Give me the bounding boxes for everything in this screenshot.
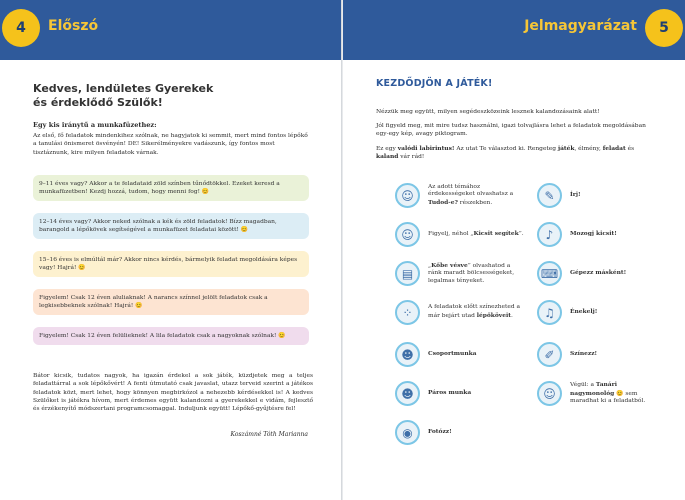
legend-text xyxy=(428,304,525,320)
legend-text xyxy=(570,350,597,359)
legend-text xyxy=(428,389,471,398)
legend-pre: Figyelj, néhol „ xyxy=(428,231,474,238)
legend-pre: A feladatok előtt színezheted a már bejárt utad xyxy=(428,304,521,319)
legend-item-szinezz xyxy=(537,342,657,367)
legend-text xyxy=(428,262,525,286)
legend-post: részekben. xyxy=(457,199,493,206)
page-number-left: 4 xyxy=(2,9,40,47)
text-run-bold: játék xyxy=(557,145,575,152)
legend-bold: lépőköveit xyxy=(476,312,511,319)
group-icon: ☻ xyxy=(395,342,420,367)
legend-bold: Színezz! xyxy=(570,350,598,358)
reading-girl-icon: ☺ xyxy=(395,183,420,208)
text-run: , élmény, xyxy=(574,146,603,152)
legend-item-irj xyxy=(537,183,657,208)
legend-text xyxy=(570,269,626,278)
box-text: Figyelem! Csak 12 éven aluliaknak! A narancs színnel jelölt feladatok csak a legkisebbeknek szólnak! Hajrá! xyxy=(39,295,268,310)
legend-item-enekelj xyxy=(537,300,657,325)
box-text: 15–16 éves is elmúltál már? Akkor nincs kérdés, bármelyik feladat megoldására képes vagy! Hajrá! xyxy=(39,257,298,272)
text-run-bold: kaland xyxy=(376,153,399,161)
legend-text xyxy=(570,381,657,406)
right-header xyxy=(343,0,685,60)
section-title: KEZDŐDJÖN A JÁTÉK! xyxy=(376,78,493,89)
legend-item-gepezz xyxy=(537,261,657,286)
smiley-icon: 😊 xyxy=(78,265,86,272)
signature: Koszámné Tóth Marianna xyxy=(230,431,308,438)
legend-bold: Csoportmunka xyxy=(428,350,477,358)
legend-bold: Írj! xyxy=(570,191,581,199)
legend-post: ”. xyxy=(518,231,524,238)
age-box-yellow xyxy=(33,251,309,277)
legend-item-kobe-vesve xyxy=(395,261,525,286)
page-number-right: 5 xyxy=(645,9,683,47)
legend-pre: „ xyxy=(428,262,432,269)
legend-text xyxy=(428,350,477,359)
smiley-icon: 😊 xyxy=(201,189,210,196)
legend-bold: Fotózz! xyxy=(428,428,452,436)
legend-bold: Tanári nagymonológ xyxy=(570,381,617,397)
legend-pre: Végül: a xyxy=(570,382,596,389)
legend-item-kicsit-segitek xyxy=(395,222,525,247)
legend-text xyxy=(428,184,525,208)
legend-post: 😊 sem maradhat ki a feladatból. xyxy=(570,390,646,405)
pencil-icon: ✎ xyxy=(537,183,562,208)
box-text: Figyelem! Csak 12 éven felülieknek! A lila feladatok csak a nagyoknak szólnak! xyxy=(39,333,277,339)
legend-text xyxy=(570,308,597,317)
legend-bold: Tudod-e? xyxy=(428,198,458,206)
subheading: Egy kis iránytű a munkafüzethez: xyxy=(33,121,157,129)
header-title-left: Előszó xyxy=(48,18,99,34)
newspaper-icon: ▤ xyxy=(395,261,420,286)
legend-bold: Mozogj kicsit! xyxy=(570,230,617,238)
greeting-heading xyxy=(33,82,303,110)
age-box-orange xyxy=(33,289,309,315)
greeting-line-2: és érdeklődő Szülők! xyxy=(33,96,163,109)
legend-item-mozogj xyxy=(537,222,657,247)
text-run-bold: valódi labirintus! xyxy=(397,145,455,152)
legend-bold: Kőbe vésve xyxy=(431,261,468,269)
intro-para-1: Nézzük meg együtt, milyen segédeszközeink lesznek kalandozásaink alatt! xyxy=(376,109,600,115)
brush-icon: ✐ xyxy=(537,342,562,367)
header-title-right: Jelmagyarázat xyxy=(524,18,637,34)
text-run: Ez egy xyxy=(376,146,398,152)
closing-paragraph: Bátor kicsik, tudatos nagyok, ha igazán érdekel a sok játék, küzdjetek meg a teljes feladattárral a sok lépőkővért! A fenti útmutató csak javaslat, utazz terveid szerint a játékos feladatok közt, mert lehet, hogy könnyen megbirkózol a nehezebb kérdésekkel is! A kedves Szülőket is játékra hívom, mert érdemes együtt kalandozni a gyerekekkel e vidám, fejlesztő és érzékenyítő módszertani programcsomaggal. Induljunk együtt! Lépőkő-gyűjtésre fel! xyxy=(33,373,313,413)
right-page xyxy=(343,0,685,500)
thinking-boy-icon: ☺ xyxy=(395,222,420,247)
left-page xyxy=(0,0,342,500)
smiley-icon: 😊 xyxy=(278,333,286,339)
legend-text xyxy=(570,230,617,239)
computer-icon: ⌨ xyxy=(537,261,562,286)
legend-bold: Gépezz másként! xyxy=(570,269,627,277)
box-text: 12–14 éves vagy? Akkor neked szólnak a kék és zöld feladatok! Bízz magadban, barangold a lépőkövek segítségével a munkafüzet feladatai között! xyxy=(39,219,277,234)
greeting-line-1: Kedves, lendületes Gyerekek xyxy=(33,82,214,95)
left-header xyxy=(0,0,342,60)
legend-bold: Kicsit segítek xyxy=(473,230,519,238)
age-box-purple xyxy=(33,327,309,345)
legend-bold: Páros munka xyxy=(428,389,472,397)
intro-para-3 xyxy=(376,145,658,162)
intro-paragraph: Az első, fő feladatok mindenkihez szólnak, ne hagyjatok ki semmit, mert mind fontos lépőkő a tanulási önismeret ösvényén! DE! Sikerélményekre vadászunk, így fontos most tisztáznunk, kire milyen feladatok várnak. xyxy=(33,133,308,156)
music-icon: ♫ xyxy=(537,300,562,325)
text-run-bold: feladat xyxy=(602,145,626,152)
footprints-icon: ⁘ xyxy=(395,300,420,325)
intro-para-2: Jól figyeld meg, mit mire tudsz használni, igazi tolvajlásra lehet a feladatok megoldásában egy-egy kép, avagy piktogram. xyxy=(376,123,646,138)
age-box-green xyxy=(33,175,309,201)
legend-item-paros-munka xyxy=(395,381,525,406)
smiley-icon: 😊 xyxy=(135,303,143,310)
legend-text xyxy=(428,230,524,239)
legend-item-lepokovek xyxy=(395,300,525,325)
legend-item-tanari-nagymonolog xyxy=(537,381,657,406)
legend-post: . xyxy=(510,313,513,319)
pair-icon: ☻ xyxy=(395,381,420,406)
box-text: 9–11 éves vagy? Akkor a te feladataid zöld színben tűnődtökkel. Ezeket keresd a munkafüzetben! Kezdj hozzá, tudom, hogy menni fog! xyxy=(39,181,280,196)
legend-item-tudod-e xyxy=(395,183,525,208)
legend-post: ” olvashatod a ránk maradt bölcsességeket, legalmas tényeket. xyxy=(428,262,515,284)
legend-item-fotozz xyxy=(395,420,525,445)
move-icon: ♪ xyxy=(537,222,562,247)
legend-pre: Az adott témához érdekességeket olvashatsz a xyxy=(428,183,514,198)
camera-icon: ◉ xyxy=(395,420,420,445)
legend-item-csoportmunka xyxy=(395,342,525,367)
age-box-blue xyxy=(33,213,309,239)
smiley-icon: 😊 xyxy=(240,227,249,234)
text-run: vár rád! xyxy=(398,154,425,161)
legend-text xyxy=(428,428,452,437)
teacher-icon: ☺ xyxy=(537,381,562,406)
legend-text xyxy=(570,191,581,200)
text-run: Az utat Te választod ki. Rengeteg xyxy=(454,146,558,152)
legend-bold: Énekelj! xyxy=(570,308,598,316)
text-run: és xyxy=(625,146,635,152)
